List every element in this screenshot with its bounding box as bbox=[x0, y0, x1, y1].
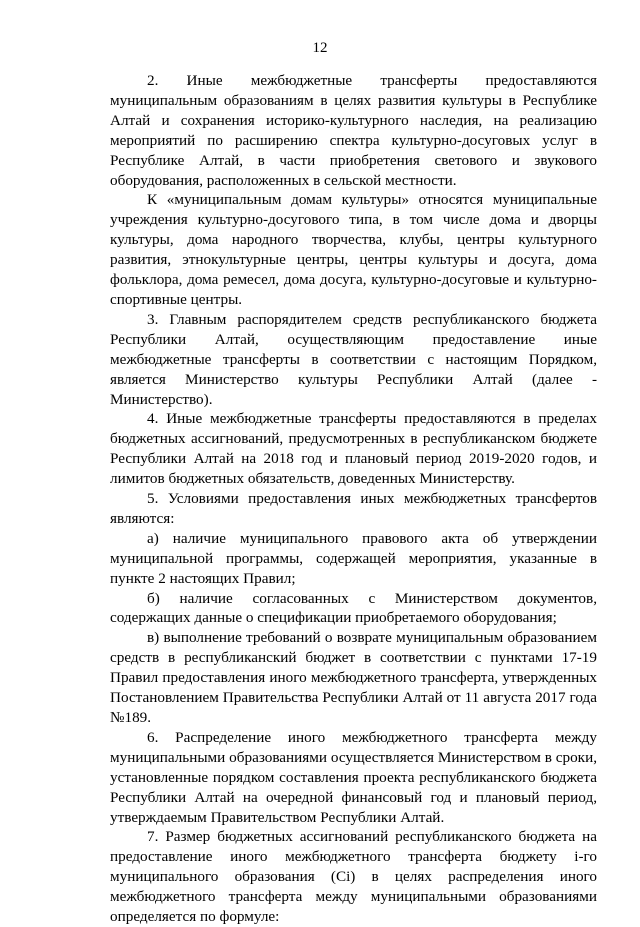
paragraph-6-distribution: 6. Распределение иного межбюджетного трансферта между муниципальными образованиями осуществляется Министерством в сроки, установленные порядком составления проекта республиканского бюджета Республики Алтай на очередной финансовый год и плановый период, утверждаемым Правительством Республики Алтай. bbox=[110, 728, 597, 826]
page-number: 12 bbox=[312, 40, 328, 56]
paragraph-5-conditions: 5. Условиями предоставления иных межбюджетных трансфертов являются: bbox=[110, 490, 597, 527]
paragraph-culture-houses: К «муниципальным домам культуры» относятся муниципальные учреждения культурно-досугового типа, в том числе дома и дворцы культуры, дома народного творчества, клубы, центры культурного развития, этнокультурные центры, центры культуры и досуга, дома фольклора, дома ремесел, дома досуга, культурно-досуговые и культурно-спортивные центры. bbox=[110, 191, 597, 308]
paragraph-4-budget-limits: 4. Иные межбюджетные трансферты предоставляются в пределах бюджетных ассигнований, предусмотренных в республиканском бюджете Республики Алтай на 2018 год и плановый период 2019-2020 годов, и лимитов бюджетных обязательств, доведенных Министерству. bbox=[110, 410, 597, 488]
paragraph-7-formula-intro: 7. Размер бюджетных ассигнований республиканского бюджета на предоставление иного межбюджетного трансферта бюджету i-го муниципального образования (Ci) в целях распределения иного межбюджетного трансферта между муниципальными образованиями определяется по формуле: bbox=[110, 828, 597, 926]
condition-a: а) наличие муниципального правового акта об утверждении муниципальной программы, содержащей мероприятия, указанные в пункте 2 настоящих Правил; bbox=[110, 529, 597, 587]
condition-c: в) выполнение требований о возврате муниципальным образованием средств в республиканский бюджет в соответствии с пунктами 17-19 Правил предоставления иного межбюджетного трансферта, утвержденных Постановлением Правительства Республики Алтай от 11 августа 2017 года №189. bbox=[110, 629, 597, 726]
paragraph-3-main-distributor: 3. Главным распорядителем средств республиканского бюджета Республики Алтай, осуществляющим предоставление иные межбюджетные трансферты в соответствии с настоящим Порядком, является Министерство культуры Республики Алтай (далее - Министерство). bbox=[110, 310, 597, 408]
paragraph-2-purpose: 2. Иные межбюджетные трансферты предоставляются муниципальным образованиям в целях развития культуры в Республике Алтай и сохранения историко-культурного наследия, на реализацию мероприятий по расширению спектра культурно-досуговых услуг в Республике Алтай, в части приобретения светового и звукового оборудования, расположенных в сельской местности. bbox=[110, 72, 597, 189]
condition-b: б) наличие согласованных с Министерством документов, содержащих данные о спецификации приобретаемого оборудования; bbox=[110, 589, 597, 627]
document-body bbox=[110, 71, 597, 927]
